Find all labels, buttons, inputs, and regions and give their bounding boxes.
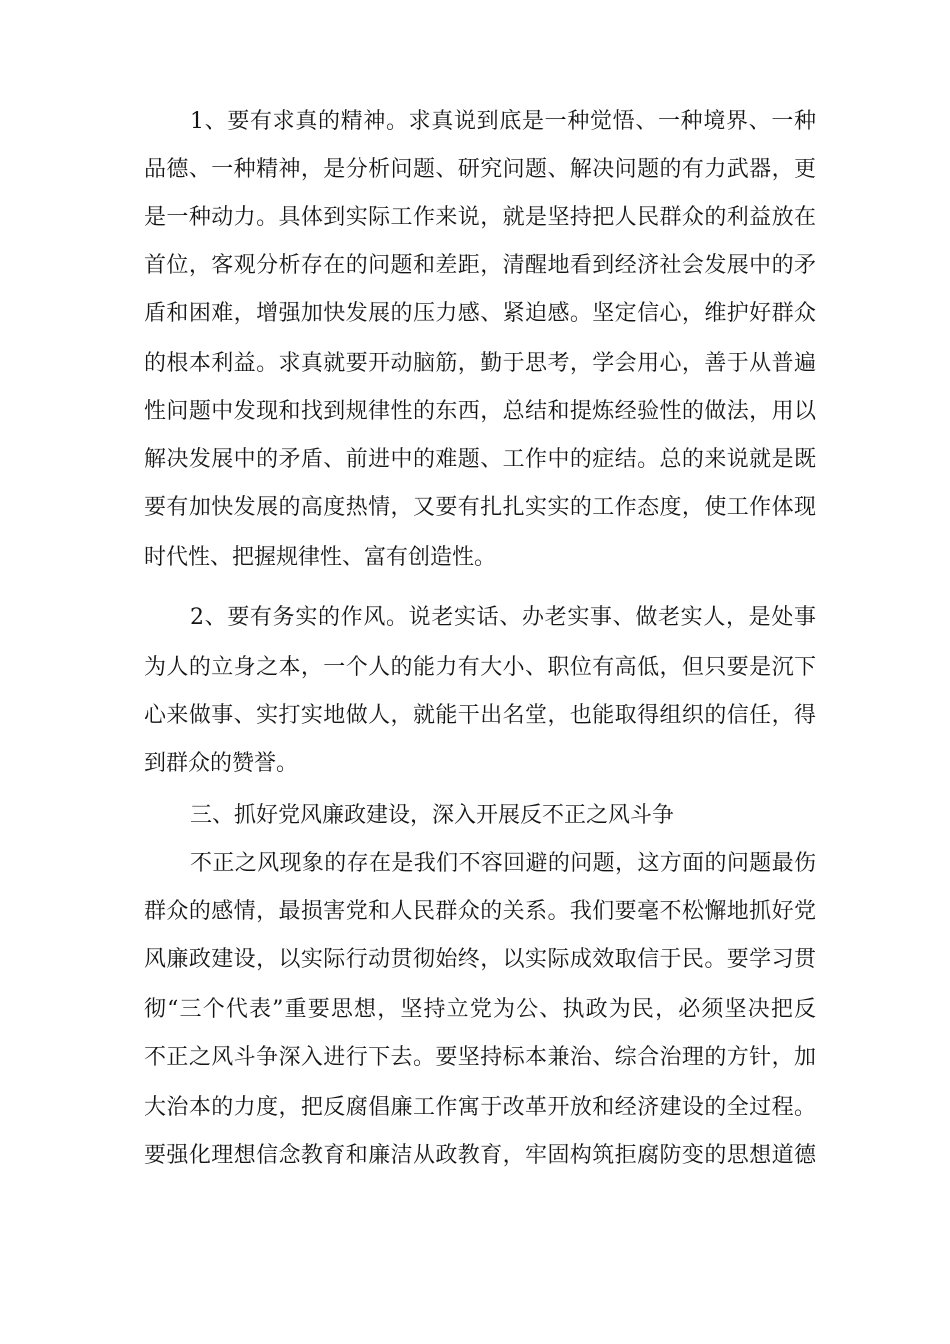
paragraph-3-line-6: 大治本的力度，把反腐倡廉工作寓于改革开放和经济建设的全过程。 (144, 1095, 816, 1120)
paragraph-1-line-10: 时代性、把握规律性、富有创造性。 (144, 545, 497, 570)
paragraph-1-line-1: 1、要有求真的精神。求真说到底是一种觉悟、一种境界、一种 (190, 109, 816, 134)
paragraph-2-line-3: 心来做事、实打实地做人，就能干出名堂，也能取得组织的信任，得 (144, 703, 816, 728)
paragraph-1-line-5: 盾和困难，增强加快发展的压力感、紧迫感。坚定信心，维护好群众 (144, 301, 816, 326)
paragraph-2-line-4: 到群众的赞誉。 (144, 751, 299, 776)
paragraph-1-line-7: 性问题中发现和找到规律性的东西，总结和提炼经验性的做法，用以 (144, 399, 816, 424)
paragraph-2-line-2: 为人的立身之本，一个人的能力有大小、职位有高低，但只要是沉下 (144, 655, 816, 680)
paragraph-1-line-2: 品德、一种精神，是分析问题、研究问题、解决问题的有力武器，更 (144, 157, 816, 182)
section-heading: 三、抓好党风廉政建设，深入开展反不正之风斗争 (190, 803, 675, 828)
paragraph-3-line-3: 风廉政建设，以实际行动贯彻始终，以实际成效取信于民。要学习贯 (144, 947, 816, 972)
paragraph-1-line-8: 解决发展中的矛盾、前进中的难题、工作中的症结。总的来说就是既 (144, 447, 816, 472)
paragraph-3-line-2: 群众的感情，最损害党和人民群众的关系。我们要毫不松懈地抓好党 (144, 899, 816, 924)
paragraph-3-line-7: 要强化理想信念教育和廉洁从政教育，牢固构筑拒腐防变的思想道德 (144, 1143, 816, 1168)
paragraph-3-line-1: 不正之风现象的存在是我们不容回避的问题，这方面的问题最伤 (190, 851, 816, 876)
paragraph-1-line-6: 的根本利益。求真就要开动脑筋，勤于思考，学会用心，善于从普遍 (144, 351, 816, 376)
paragraph-3-line-5: 不正之风斗争深入进行下去。要坚持标本兼治、综合治理的方针，加 (144, 1045, 816, 1070)
paragraph-1-line-3: 是一种动力。具体到实际工作来说，就是坚持把人民群众的利益放在 (144, 205, 816, 230)
paragraph-3-line-4: 彻“三个代表”重要思想，坚持立党为公、执政为民，必须坚决把反 (144, 997, 816, 1022)
paragraph-2-line-1: 2、要有务实的作风。说老实话、办老实事、做老实人，是处事 (190, 605, 816, 630)
paragraph-1-line-4: 首位，客观分析存在的问题和差距，清醒地看到经济社会发展中的矛 (144, 253, 816, 278)
paragraph-1-line-9: 要有加快发展的高度热情，又要有扎扎实实的工作态度，使工作体现 (144, 495, 816, 520)
